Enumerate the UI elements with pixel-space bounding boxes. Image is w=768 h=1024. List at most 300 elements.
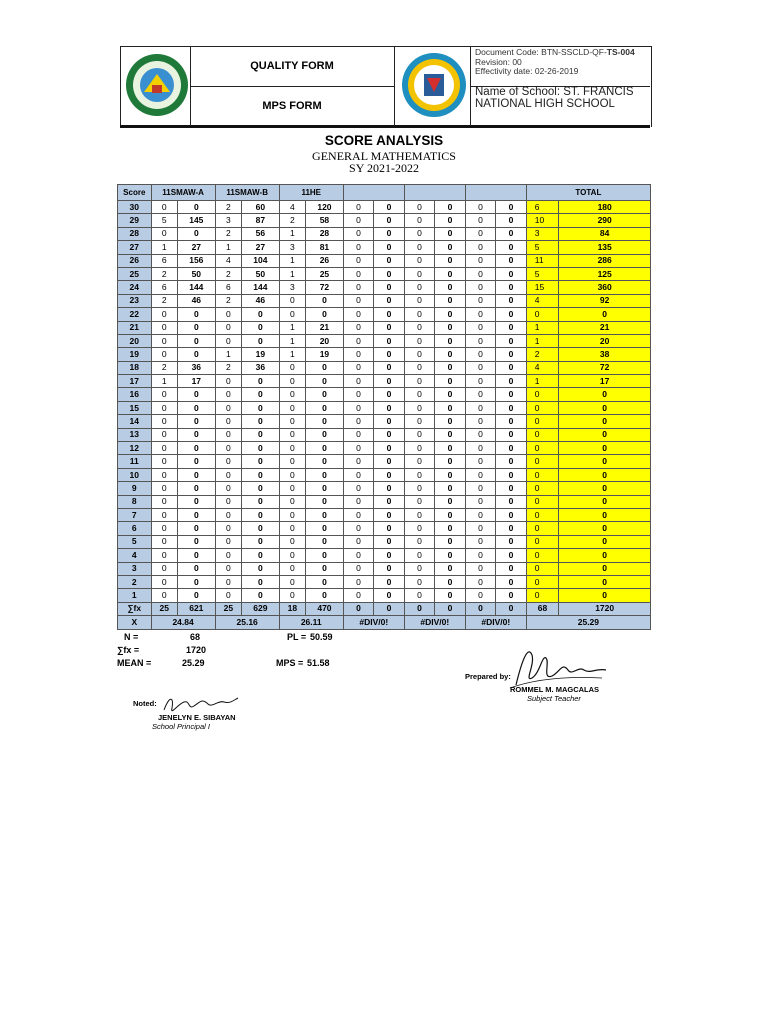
table-cell: 0 — [215, 455, 241, 468]
table-cell: 0 — [151, 227, 177, 240]
mps-form-label: MPS FORM — [262, 100, 322, 112]
table-row — [118, 375, 651, 388]
table-cell: 0 — [151, 495, 177, 508]
effectivity-text: Effectivity date: 02-26-2019 — [475, 66, 579, 76]
table-cell: 0 — [178, 482, 216, 495]
table-cell: 2 — [215, 294, 241, 307]
table-cell: 0 — [404, 415, 435, 428]
table-cell: 36 — [178, 361, 216, 374]
table-cell: 0 — [343, 455, 374, 468]
table-cell: 0 — [496, 361, 527, 374]
table-cell: 0 — [465, 308, 496, 321]
sum-cell: 0 — [496, 602, 527, 615]
table-cell: 0 — [465, 321, 496, 334]
table-cell: 0 — [496, 482, 527, 495]
table-cell: 0 — [465, 334, 496, 347]
mps-form-cell — [190, 86, 394, 126]
table-cell: 0 — [435, 321, 466, 334]
mean-cell: #DIV/0! — [343, 616, 404, 629]
table-cell: 0 — [151, 508, 177, 521]
table-cell: 0 — [343, 375, 374, 388]
table-cell: 0 — [343, 201, 374, 214]
table-cell: 0 — [279, 535, 305, 548]
table-cell: 0 — [465, 562, 496, 575]
table-cell: 0 — [465, 267, 496, 280]
score-cell: 8 — [118, 495, 152, 508]
table-cell: 92 — [559, 294, 651, 307]
table-cell: 0 — [374, 227, 405, 240]
principal-name: JENELYN E. SIBAYAN — [158, 713, 236, 722]
table-cell: 0 — [343, 575, 374, 588]
table-cell: 0 — [306, 589, 344, 602]
table-cell: 0 — [435, 388, 466, 401]
score-cell: 29 — [118, 214, 152, 227]
table-cell: 0 — [306, 455, 344, 468]
doc-code-value: TS-004 — [606, 47, 635, 57]
table-cell: 0 — [404, 549, 435, 562]
table-cell: 135 — [559, 241, 651, 254]
table-cell: 0 — [496, 442, 527, 455]
table-cell: 0 — [404, 254, 435, 267]
table-cell: 0 — [435, 442, 466, 455]
table-cell: 0 — [374, 575, 405, 588]
table-cell: 0 — [465, 468, 496, 481]
table-row — [118, 535, 651, 548]
mean-cell: #DIV/0! — [404, 616, 465, 629]
sum-fx-label-cell: ∑fx — [118, 602, 152, 615]
table-row — [118, 227, 651, 240]
sum-cell: 470 — [306, 602, 344, 615]
table-cell: 0 — [496, 562, 527, 575]
table-cell: 27 — [178, 241, 216, 254]
table-cell: 0 — [242, 321, 280, 334]
table-cell: 0 — [306, 522, 344, 535]
table-row — [118, 334, 651, 347]
table-cell: 0 — [404, 241, 435, 254]
n-value: 68 — [190, 632, 201, 642]
table-cell: 156 — [178, 254, 216, 267]
table-cell: 0 — [151, 308, 177, 321]
table-cell: 0 — [343, 227, 374, 240]
table-cell: 0 — [559, 401, 651, 414]
table-cell: 0 — [279, 589, 305, 602]
table-cell: 0 — [526, 495, 559, 508]
score-cell: 13 — [118, 428, 152, 441]
score-cell: 15 — [118, 401, 152, 414]
table-cell: 20 — [559, 334, 651, 347]
table-cell: 0 — [374, 375, 405, 388]
table-cell: 0 — [435, 348, 466, 361]
table-cell: 0 — [178, 388, 216, 401]
table-cell: 0 — [279, 388, 305, 401]
score-cell: 28 — [118, 227, 152, 240]
table-cell: 0 — [306, 508, 344, 521]
table-cell: 3 — [526, 227, 559, 240]
table-cell: 0 — [465, 388, 496, 401]
quality-form-label: QUALITY FORM — [250, 60, 334, 72]
table-cell: 0 — [526, 442, 559, 455]
table-cell: 1 — [215, 348, 241, 361]
table-cell: 0 — [242, 375, 280, 388]
table-cell: 50 — [178, 267, 216, 280]
table-cell: 0 — [215, 401, 241, 414]
table-cell: 0 — [465, 281, 496, 294]
table-cell: 0 — [306, 294, 344, 307]
table-cell: 0 — [465, 361, 496, 374]
mean-row — [118, 616, 651, 629]
school-year: SY 2021-2022 — [349, 161, 419, 175]
score-cell: 27 — [118, 241, 152, 254]
table-cell: 50 — [242, 267, 280, 280]
table-cell: 0 — [343, 468, 374, 481]
table-cell: 0 — [526, 535, 559, 548]
table-cell: 0 — [374, 254, 405, 267]
sum-cell: 25 — [151, 602, 177, 615]
table-cell: 0 — [435, 401, 466, 414]
score-cell: 1 — [118, 589, 152, 602]
table-cell: 0 — [343, 482, 374, 495]
table-cell: 0 — [343, 401, 374, 414]
table-cell: 0 — [215, 308, 241, 321]
sum-cell: 629 — [242, 602, 280, 615]
table-cell: 0 — [306, 388, 344, 401]
table-cell: 1 — [279, 348, 305, 361]
score-cell: 2 — [118, 575, 152, 588]
sum-cell: 0 — [435, 602, 466, 615]
table-cell: 0 — [404, 361, 435, 374]
score-cell: 21 — [118, 321, 152, 334]
table-cell: 0 — [465, 294, 496, 307]
table-cell: 0 — [151, 442, 177, 455]
table-cell: 0 — [306, 535, 344, 548]
table-cell: 0 — [496, 415, 527, 428]
table-cell: 0 — [343, 267, 374, 280]
column-header: 11SMAW-A — [151, 185, 215, 201]
table-cell: 0 — [306, 495, 344, 508]
table-cell: 20 — [306, 334, 344, 347]
table-row — [118, 267, 651, 280]
table-cell: 0 — [526, 428, 559, 441]
table-cell: 0 — [465, 522, 496, 535]
score-cell: 22 — [118, 308, 152, 321]
table-cell: 0 — [374, 401, 405, 414]
table-row — [118, 308, 651, 321]
table-cell: 0 — [465, 575, 496, 588]
table-cell: 0 — [215, 508, 241, 521]
table-cell: 0 — [279, 455, 305, 468]
table-cell: 0 — [374, 508, 405, 521]
column-header — [465, 185, 526, 201]
table-cell: 0 — [435, 468, 466, 481]
table-cell: 0 — [374, 321, 405, 334]
score-analysis-table — [117, 184, 651, 630]
table-cell: 0 — [306, 375, 344, 388]
table-cell: 0 — [496, 495, 527, 508]
table-cell: 0 — [559, 562, 651, 575]
score-cell: 20 — [118, 334, 152, 347]
school-name-line2: NATIONAL HIGH SCHOOL — [475, 98, 615, 110]
table-cell: 0 — [496, 388, 527, 401]
division-seal-logo — [124, 52, 190, 118]
teacher-title: Subject Teacher — [527, 694, 581, 703]
table-cell: 0 — [343, 348, 374, 361]
table-cell: 0 — [404, 455, 435, 468]
table-row — [118, 575, 651, 588]
table-cell: 58 — [306, 214, 344, 227]
quality-form-cell — [190, 46, 394, 87]
sum-cell: 0 — [404, 602, 435, 615]
table-cell: 0 — [404, 281, 435, 294]
table-cell: 0 — [435, 334, 466, 347]
score-cell: 3 — [118, 562, 152, 575]
sum-cell: 18 — [279, 602, 305, 615]
table-cell: 0 — [178, 415, 216, 428]
score-cell: 30 — [118, 201, 152, 214]
table-cell: 120 — [306, 201, 344, 214]
table-cell: 0 — [178, 575, 216, 588]
table-cell: 1 — [279, 267, 305, 280]
table-cell: 0 — [306, 482, 344, 495]
table-row — [118, 549, 651, 562]
table-cell: 0 — [496, 254, 527, 267]
table-cell: 0 — [465, 442, 496, 455]
table-cell: 1 — [215, 241, 241, 254]
table-row — [118, 522, 651, 535]
table-cell: 144 — [178, 281, 216, 294]
table-row — [118, 361, 651, 374]
table-cell: 0 — [343, 495, 374, 508]
table-cell: 0 — [374, 308, 405, 321]
table-cell: 3 — [279, 241, 305, 254]
table-cell: 0 — [215, 549, 241, 562]
table-cell: 0 — [559, 535, 651, 548]
table-cell: 0 — [435, 522, 466, 535]
table-cell: 0 — [435, 549, 466, 562]
table-cell: 0 — [496, 214, 527, 227]
table-cell: 0 — [435, 575, 466, 588]
table-cell: 0 — [178, 508, 216, 521]
table-cell: 0 — [279, 442, 305, 455]
table-cell: 0 — [343, 562, 374, 575]
table-cell: 0 — [178, 321, 216, 334]
table-cell: 0 — [435, 562, 466, 575]
table-row — [118, 241, 651, 254]
table-cell: 0 — [526, 468, 559, 481]
table-cell: 0 — [215, 442, 241, 455]
school-seal-logo — [400, 50, 468, 120]
table-header-row — [118, 185, 651, 201]
table-cell: 5 — [526, 241, 559, 254]
table-cell: 6 — [151, 254, 177, 267]
table-cell: 0 — [496, 522, 527, 535]
table-cell: 0 — [374, 442, 405, 455]
table-cell: 0 — [178, 549, 216, 562]
table-cell: 0 — [178, 589, 216, 602]
table-cell: 0 — [435, 294, 466, 307]
table-cell: 0 — [435, 201, 466, 214]
table-cell: 87 — [242, 214, 280, 227]
table-cell: 0 — [496, 308, 527, 321]
mean-cell: 26.11 — [279, 616, 343, 629]
table-cell: 0 — [404, 535, 435, 548]
table-cell: 0 — [404, 562, 435, 575]
table-cell: 0 — [306, 415, 344, 428]
table-cell: 0 — [151, 482, 177, 495]
table-cell: 0 — [343, 334, 374, 347]
table-cell: 0 — [404, 321, 435, 334]
table-cell: 0 — [242, 575, 280, 588]
table-cell: 0 — [215, 482, 241, 495]
table-cell: 0 — [496, 241, 527, 254]
table-cell: 180 — [559, 201, 651, 214]
table-cell: 145 — [178, 214, 216, 227]
table-cell: 360 — [559, 281, 651, 294]
table-cell: 0 — [242, 415, 280, 428]
table-cell: 0 — [242, 442, 280, 455]
table-cell: 84 — [559, 227, 651, 240]
teacher-name: ROMMEL M. MAGCALAS — [510, 685, 600, 694]
table-cell: 1 — [279, 227, 305, 240]
table-cell: 0 — [404, 401, 435, 414]
revision-text: Revision: 00 — [475, 56, 522, 67]
table-cell: 0 — [215, 468, 241, 481]
score-cell: 23 — [118, 294, 152, 307]
table-cell: 0 — [151, 575, 177, 588]
table-cell: 0 — [242, 308, 280, 321]
table-cell: 1 — [151, 241, 177, 254]
table-cell: 0 — [374, 267, 405, 280]
table-cell: 0 — [465, 495, 496, 508]
table-cell: 0 — [279, 575, 305, 588]
subject-title: GENERAL MATHEMATICS — [312, 149, 456, 163]
table-cell: 0 — [215, 375, 241, 388]
table-cell: 0 — [178, 428, 216, 441]
doc-code-label: Document Code: BTN-SSCLD-QF- — [475, 47, 607, 57]
table-cell: 0 — [215, 334, 241, 347]
table-cell: 1 — [526, 321, 559, 334]
table-cell: 0 — [374, 495, 405, 508]
table-cell: 0 — [151, 535, 177, 548]
table-cell: 0 — [404, 214, 435, 227]
table-cell: 0 — [151, 321, 177, 334]
table-cell: 0 — [242, 482, 280, 495]
table-cell: 0 — [215, 321, 241, 334]
table-cell: 0 — [496, 348, 527, 361]
sum-fx-label: ∑fx = — [117, 645, 140, 655]
table-cell: 0 — [496, 401, 527, 414]
table-cell: 0 — [306, 442, 344, 455]
table-cell: 0 — [178, 535, 216, 548]
table-cell: 0 — [559, 308, 651, 321]
table-row — [118, 508, 651, 521]
table-cell: 0 — [559, 415, 651, 428]
table-cell: 0 — [215, 495, 241, 508]
table-cell: 2 — [215, 201, 241, 214]
table-cell: 0 — [215, 589, 241, 602]
table-cell: 0 — [242, 535, 280, 548]
table-cell: 0 — [215, 428, 241, 441]
sum-fx-value: 1720 — [186, 645, 207, 655]
table-cell: 0 — [306, 468, 344, 481]
table-cell: 0 — [496, 334, 527, 347]
table-cell: 0 — [374, 428, 405, 441]
table-cell: 0 — [435, 214, 466, 227]
table-cell: 0 — [343, 522, 374, 535]
table-row — [118, 442, 651, 455]
sum-cell: 0 — [374, 602, 405, 615]
mean-value: 25.29 — [182, 658, 205, 668]
table-cell: 0 — [465, 589, 496, 602]
table-cell: 0 — [559, 468, 651, 481]
table-cell: 0 — [343, 321, 374, 334]
table-cell: 0 — [404, 348, 435, 361]
table-cell: 0 — [465, 428, 496, 441]
table-cell: 0 — [404, 428, 435, 441]
mps-value: 51.58 — [307, 658, 330, 668]
table-cell: 0 — [435, 241, 466, 254]
table-cell: 27 — [242, 241, 280, 254]
table-row — [118, 495, 651, 508]
table-cell: 1 — [279, 321, 305, 334]
table-cell: 0 — [526, 549, 559, 562]
table-cell: 2 — [151, 294, 177, 307]
table-cell: 0 — [242, 522, 280, 535]
table-cell: 0 — [242, 562, 280, 575]
table-cell: 0 — [374, 562, 405, 575]
table-cell: 1 — [526, 334, 559, 347]
table-row — [118, 415, 651, 428]
table-row — [118, 562, 651, 575]
table-cell: 0 — [404, 575, 435, 588]
table-cell: 4 — [215, 254, 241, 267]
table-cell: 0 — [435, 508, 466, 521]
table-cell: 1 — [279, 334, 305, 347]
table-cell: 4 — [526, 361, 559, 374]
table-cell: 290 — [559, 214, 651, 227]
table-cell: 0 — [404, 334, 435, 347]
table-cell: 0 — [465, 508, 496, 521]
table-cell: 0 — [526, 482, 559, 495]
table-cell: 0 — [279, 482, 305, 495]
school-name-line1: Name of School: ST. FRANCIS — [475, 86, 634, 98]
table-cell: 25 — [306, 267, 344, 280]
table-cell: 0 — [526, 401, 559, 414]
table-cell: 6 — [215, 281, 241, 294]
table-cell: 0 — [151, 348, 177, 361]
table-cell: 21 — [306, 321, 344, 334]
table-cell: 0 — [178, 455, 216, 468]
table-cell: 0 — [151, 415, 177, 428]
table-cell: 1 — [279, 254, 305, 267]
table-cell: 0 — [279, 415, 305, 428]
table-cell: 0 — [435, 428, 466, 441]
table-cell: 0 — [465, 214, 496, 227]
table-cell: 0 — [465, 241, 496, 254]
table-cell: 0 — [374, 348, 405, 361]
table-cell: 0 — [404, 267, 435, 280]
table-cell: 38 — [559, 348, 651, 361]
noted-label: Noted: — [133, 699, 157, 708]
table-row — [118, 348, 651, 361]
table-cell: 0 — [526, 308, 559, 321]
table-cell: 0 — [465, 455, 496, 468]
table-cell: 0 — [343, 361, 374, 374]
table-cell: 0 — [496, 549, 527, 562]
table-row — [118, 321, 651, 334]
table-row — [118, 281, 651, 294]
table-cell: 0 — [374, 455, 405, 468]
table-cell: 0 — [559, 442, 651, 455]
